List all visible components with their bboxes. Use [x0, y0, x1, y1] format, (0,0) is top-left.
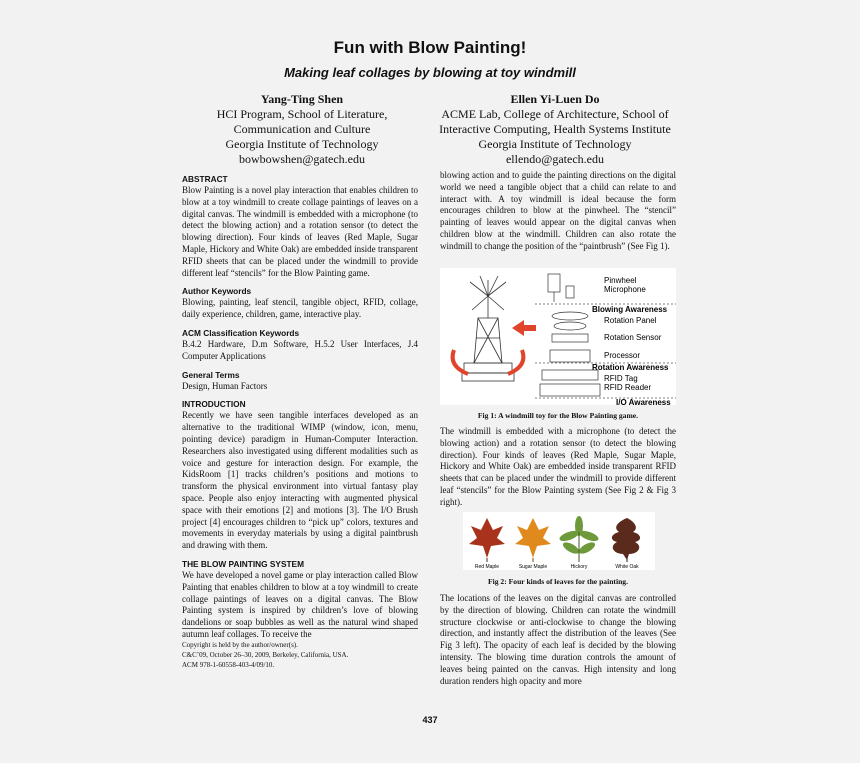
- right-paragraph-2: The windmill is embedded with a microphone (to detect the blowing action) and a rotation sensor (to detect the blowing direction). Four kinds of leaves (Red Maple, Sugar Maple, Hickory and White Oak) are embedded inside transparent RFID sheets that can be placed under the windmill to provide different leaf “stencils” for the Blow Painting system (See Fig 2 & Fig 3 right).: [440, 426, 676, 507]
- label-io-awareness: I/O Awareness: [616, 398, 671, 405]
- figure-1-windmill: [440, 268, 676, 405]
- system-text: We have developed a novel game or play interaction called Blow Painting that enables children to blow at a toy windmill to create collage paintings of leaves on a digital canvas. The Blow Painting system is inspired by children’s love of blowing dandelions or soap bubbles as well as the natural wind shaped autumn leaf collages. To receive the: [182, 569, 418, 639]
- leaf-label-red-maple: Red Maple: [474, 564, 500, 570]
- label-rfid-tag: RFID Tag: [604, 374, 638, 383]
- keywords-text: Blowing, painting, leaf stencil, tangible object, RFID, collage, daily experience, children, game, interactive play.: [182, 297, 418, 320]
- author-name: Yang-Ting Shen: [260, 92, 344, 106]
- keywords-heading: Author Keywords: [182, 286, 252, 297]
- general-terms-heading: General Terms: [182, 369, 240, 380]
- rotate-arrow-icon: [508, 350, 523, 374]
- label-rotation-sensor: Rotation Sensor: [604, 333, 662, 342]
- rotate-arrow-icon: [453, 350, 468, 374]
- paper-title: Fun with Blow Painting!: [333, 38, 527, 57]
- left-column: [182, 170, 418, 641]
- label-rotation-panel: Rotation Panel: [604, 316, 657, 325]
- author-block-2: [430, 92, 680, 167]
- right-paragraph-1: blowing action and to guide the painting directions on the digital world we need a tangible object that a child can relate to and interact with. A toy windmill is ideal because the form encourages children to blow at the pinwheel. The “stencil” painting of leaves would appear on the digital canvas when children blow at the windmill. Children can also rotate the windmill to change the position of the “paintbrush” (See Fig 1).: [440, 170, 676, 251]
- author-affiliation-line: HCI Program, School of Literature,: [216, 107, 388, 121]
- acm-heading: ACM Classification Keywords: [182, 327, 300, 338]
- author-affiliation-line: Communication and Culture: [233, 122, 371, 136]
- leaves-illustration: [463, 512, 655, 570]
- label-microphone: Microphone: [604, 285, 646, 294]
- right-paragraph-3: The locations of the leaves on the digital canvas are controlled by the direction of blowing. Children can rotate the windmill structure clockwise or anti-clockwise to change the blowing direction, and instantly affect the distribution of the leaves (See Fig 3 left). The opacity of each leaf is decided by the blowing intensity. The blowing time duration controls the amount of leaves being painted on the canvas. High intensity and long duration renders high opacity and more: [440, 593, 676, 686]
- author-affiliation-line: Georgia Institute of Technology: [478, 137, 632, 151]
- author-affiliation-line: ACME Lab, College of Architecture, School of: [441, 107, 669, 121]
- right-column-bottom: [440, 593, 676, 687]
- author-name: Ellen Yi-Luen Do: [510, 92, 600, 106]
- introduction-heading: INTRODUCTION: [182, 399, 246, 410]
- copyright-notice: [182, 628, 418, 670]
- label-blowing-awareness: Blowing Awareness: [592, 305, 668, 314]
- author-email: ellendo@gatech.edu: [505, 152, 604, 166]
- right-column-top: [440, 170, 676, 253]
- hickory-leaf-icon: [558, 516, 600, 562]
- label-pinwheel: Pinwheel: [604, 276, 637, 285]
- label-rfid-reader: RFID Reader: [604, 383, 652, 392]
- paper-subtitle: Making leaf collages by blowing at toy windmill: [284, 65, 576, 80]
- label-rotation-awareness: Rotation Awareness: [592, 363, 669, 372]
- copyright-line: ACM 978-1-60558-403-4/09/10.: [182, 660, 275, 669]
- component-stack-icon: [540, 274, 600, 396]
- author-affiliation-line: Georgia Institute of Technology: [225, 137, 379, 151]
- leaf-label-sugar-maple: Sugar Maple: [518, 564, 548, 570]
- system-heading: THE BLOW PAINTING SYSTEM: [182, 558, 304, 569]
- figure-1-caption: Fig 1: A windmill toy for the Blow Painting game.: [477, 411, 639, 420]
- label-processor: Processor: [604, 351, 641, 360]
- copyright-line: C&C’09, October 26–30, 2009, Berkeley, California, USA.: [182, 650, 349, 659]
- introduction-text: Recently we have seen tangible interfaces developed as an alternative to the traditional WIMP (window, icon, menu, pointing device) paradigm in Human-Computer Interaction. Researchers also investigated using different modalities such as voice and gesture for interaction design. For example, the KidsRoom [1] tracks children’s positions and motions to transform the physical environment into virtual fantasy play space. People also enjoy interacting with augmented physical space with their emotions [2] and motions [3]. The I/O Brush project [4] encourages children to “pick up” colors, textures and movements in everyday materials by using a digital paintbrush and drawing with them.: [182, 410, 418, 551]
- author-email: bowbowshen@gatech.edu: [238, 152, 366, 166]
- windmill-diagram: [440, 268, 676, 405]
- leaf-label-white-oak: White Oak: [615, 564, 639, 570]
- windmill-icon: [462, 276, 514, 381]
- author-block-1: [182, 92, 422, 167]
- abstract-heading: ABSTRACT: [182, 174, 228, 184]
- general-terms-text: Design, Human Factors: [182, 380, 268, 391]
- author-affiliation-line: Interactive Computing, Health Systems Institute: [439, 122, 671, 136]
- acm-text: B.4.2 Hardware, D.m Software, H.5.2 User Interfaces, J.4 Computer Applications: [182, 338, 418, 361]
- copyright-line: Copyright is held by the author/owner(s).: [182, 641, 298, 649]
- blow-arrow-icon: [512, 320, 536, 336]
- abstract-text: Blow Painting is a novel play interaction that enables children to blow at a toy windmill to create collage paintings of leaves on a digital canvas. The windmill is embedded with a microphone (to detect the blowing action) and a rotation sensor (to detect the blowing direction). Four kinds of leaves (Red Maple, Sugar Maple, Hickory and White Oak) are embedded inside transparent RFID sheets that can be placed under the windmill to provide different leaf “stencils” for the Blow Painting game.: [182, 185, 418, 278]
- red-maple-leaf-icon: [469, 518, 505, 562]
- white-oak-leaf-icon: [612, 518, 640, 562]
- figure-2-caption: Fig 2: Four kinds of leaves for the painting.: [487, 577, 628, 586]
- page-number: 437: [422, 715, 438, 725]
- leaf-label-hickory: Hickory: [570, 564, 588, 570]
- figure-2-leaves: [463, 512, 655, 570]
- sugar-maple-leaf-icon: [515, 518, 551, 562]
- right-column-mid: [440, 426, 676, 509]
